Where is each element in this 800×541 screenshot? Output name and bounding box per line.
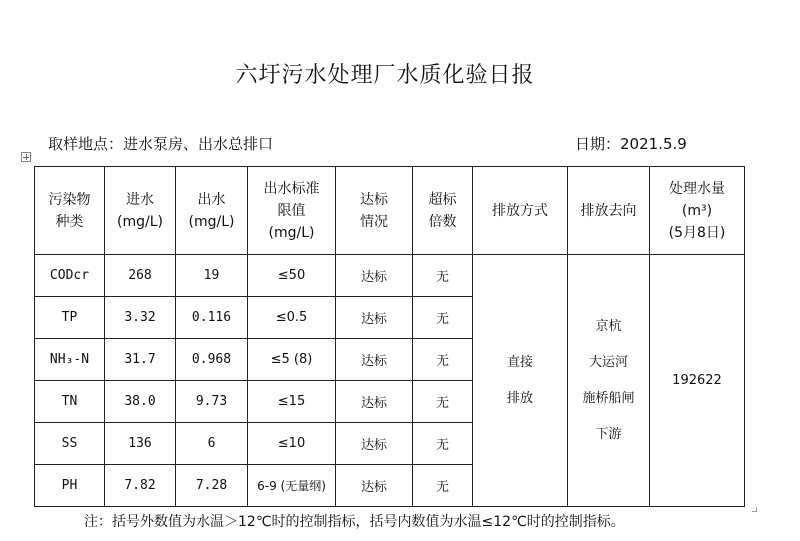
cell-compliance: 达标 — [336, 255, 413, 297]
header-discharge-method: 排放方式 — [473, 167, 568, 255]
cell-limit: 6-9 (无量纲) — [248, 465, 336, 507]
cell-compliance: 达标 — [336, 465, 413, 507]
cell-pollutant: TP — [35, 297, 105, 339]
cell-exceed: 无 — [413, 381, 473, 423]
cell-compliance: 达标 — [336, 381, 413, 423]
cell-inflow: 268 — [105, 255, 176, 297]
header-volume: 处理水量 (m³) (5月8日) — [650, 167, 745, 255]
table-move-handle-icon[interactable] — [21, 152, 31, 162]
table-row — [35, 255, 745, 297]
cell-inflow: 31.7 — [105, 339, 176, 381]
cell-outflow: 7.28 — [176, 465, 248, 507]
cell-pollutant: PH — [35, 465, 105, 507]
header-outflow: 出水 (mg/L) — [176, 167, 248, 255]
cell-limit: ≤0.5 — [248, 297, 336, 339]
cell-exceed: 无 — [413, 255, 473, 297]
cell-inflow: 7.82 — [105, 465, 176, 507]
report-date: 日期：2021.5.9 — [575, 135, 687, 153]
cell-inflow: 3.32 — [105, 297, 176, 339]
cell-inflow: 136 — [105, 423, 176, 465]
cell-inflow: 38.0 — [105, 381, 176, 423]
header-compliance: 达标 情况 — [336, 167, 413, 255]
header-discharge-destination: 排放去向 — [568, 167, 650, 255]
cell-compliance: 达标 — [336, 339, 413, 381]
cell-volume: 192622 — [650, 255, 745, 507]
water-quality-table — [34, 166, 745, 507]
cell-pollutant: NH₃-N — [35, 339, 105, 381]
cell-outflow: 19 — [176, 255, 248, 297]
cell-exceed: 无 — [413, 465, 473, 507]
cell-compliance: 达标 — [336, 297, 413, 339]
footnote: 注：括号外数值为水温＞12℃时的控制指标，括号内数值为水温≤12℃时的控制指标。 — [84, 514, 625, 530]
header-row — [35, 167, 745, 255]
sampling-location: 取样地点：进水泵房、出水总排口 — [48, 135, 274, 153]
cell-limit: ≤5 (8) — [248, 339, 336, 381]
cell-discharge-method: 直接 排放 — [473, 255, 568, 507]
cell-exceed: 无 — [413, 423, 473, 465]
cell-pollutant: TN — [35, 381, 105, 423]
cell-limit: ≤50 — [248, 255, 336, 297]
header-inflow: 进水 (mg/L) — [105, 167, 176, 255]
header-exceed: 超标 倍数 — [413, 167, 473, 255]
cell-pollutant: SS — [35, 423, 105, 465]
header-pollutant: 污染物 种类 — [35, 167, 105, 255]
cell-discharge-destination: 京杭 大运河 施桥船闸 下游 — [568, 255, 650, 507]
report-title: 六圩污水处理厂水质化验日报 — [235, 63, 535, 88]
cell-limit: ≤10 — [248, 423, 336, 465]
cell-exceed: 无 — [413, 297, 473, 339]
cell-outflow: 0.968 — [176, 339, 248, 381]
cell-pollutant: CODcr — [35, 255, 105, 297]
page-corner-mark — [752, 507, 757, 512]
header-limit: 出水标准 限值 (mg/L) — [248, 167, 336, 255]
cell-limit: ≤15 — [248, 381, 336, 423]
cell-compliance: 达标 — [336, 423, 413, 465]
cell-outflow: 0.116 — [176, 297, 248, 339]
cell-outflow: 6 — [176, 423, 248, 465]
cell-outflow: 9.73 — [176, 381, 248, 423]
cell-exceed: 无 — [413, 339, 473, 381]
